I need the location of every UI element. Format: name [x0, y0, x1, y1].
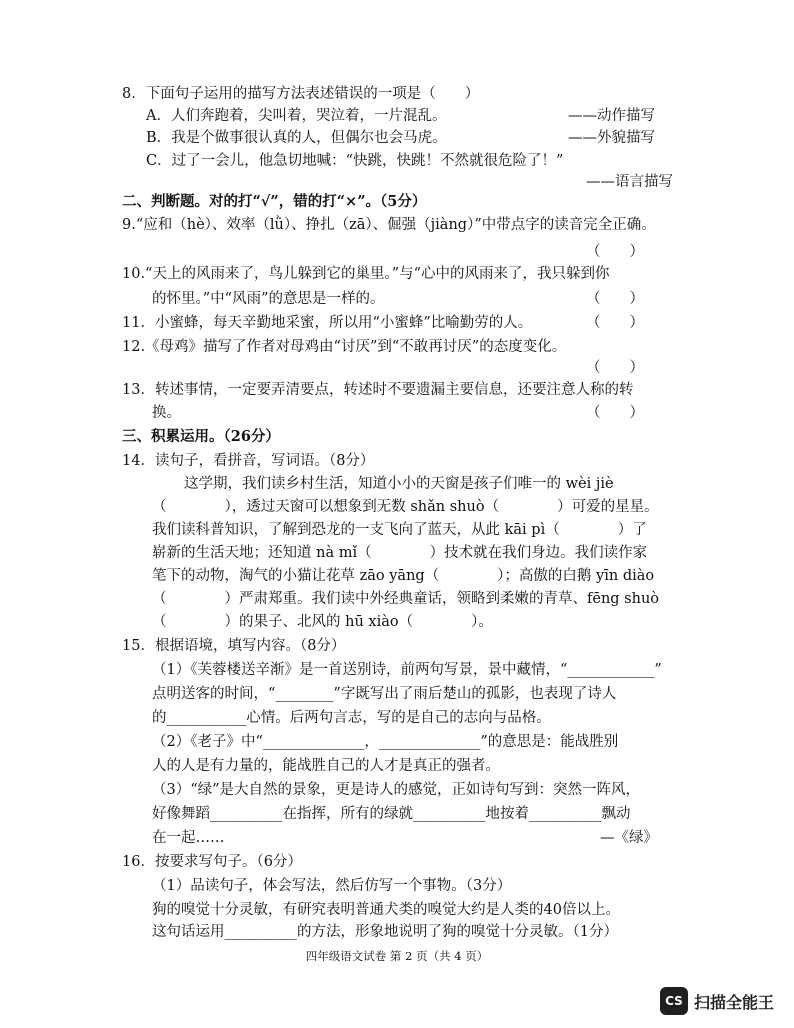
- q14-line2: （ ），透过天窗可以想象到无数 shǎn shuò（ ）可爱的星星。: [152, 499, 659, 515]
- q14-line4: 崭新的生活天地；还知道 nà mǐ（ ）技术就在我们身边。我们读作家: [152, 545, 648, 561]
- q15-1-line3: 的___________心情。后两句言志，写的是自己的志向与品格。: [152, 710, 551, 726]
- q13-line1: 13．转述事情，一定要弄清要点，转述时不要遗漏主要信息，还要注意人称的转: [122, 382, 634, 398]
- camscanner-logo-icon: CS: [660, 987, 688, 1015]
- q16-1-instruction: （1）品读句子，体会写法，然后仿写一个事物。（3分）: [152, 878, 512, 894]
- q8-option-a-tag: ——动作描写: [568, 108, 655, 124]
- q15-1-line2: 点明送客的时间，“________”字既写出了雨后楚山的孤影，也表现了诗人: [152, 686, 617, 702]
- q12-text: 12.《母鸡》描写了作者对母鸡由“讨厌”到“不敢再讨厌”的态度变化。: [122, 339, 567, 355]
- q9-text: 9.“应和（hè）、效率（lǜ）、挣扎（zā）、倔强（jiàng）”中带点字的读音完全正确。: [122, 217, 656, 233]
- q15-3-line1: （3）“绿”是大自然的景象，更是诗人的感觉，正如诗句写到：突然一阵风，: [152, 782, 641, 798]
- q10-line2: 的怀里。”中“风雨”的意思是一样的。: [152, 291, 385, 307]
- q16-fill-sentence: 这句话运用__________的方法，形象地说明了狗的嗅觉十分灵敏。（1分）: [152, 924, 618, 940]
- q16-example-sentence: 狗的嗅觉十分灵敏，有研究表明普通犬类的嗅觉大约是人类的40倍以上。: [152, 902, 620, 918]
- q15-3-source: —《绿》: [600, 830, 658, 846]
- q15-3-line2: 好像舞蹈__________在指挥，所有的绿就__________地按着__________飘动: [152, 806, 631, 822]
- section3-title: 三、积累运用。（26分）: [122, 428, 280, 445]
- q11-text: 11．小蜜蜂，每天辛勤地采蜜，所以用“小蜜蜂”比喻勤劳的人。: [122, 315, 533, 331]
- q10-line1: 10.“天上的风雨来了，鸟儿躲到它的巢里。”与“心中的风雨来了，我只躲到你: [122, 266, 610, 282]
- q9-answer-paren: （ ）: [586, 244, 644, 260]
- q8-option-c: C．过了一会儿，他急切地喊：“快跳，快跳！不然就很危险了！”: [146, 153, 564, 169]
- watermark-text: 扫描全能王: [693, 992, 774, 1012]
- q14-line6: （ ）严肃郑重。我们读中外经典童话，领略到柔嫩的青草、fēng shuò: [152, 591, 660, 607]
- q15-2-line1: （2）《老子》中“______________，______________”的意思是：能战胜别: [152, 734, 619, 750]
- q12-answer-paren: （ ）: [586, 360, 644, 376]
- q13-answer-paren: （ ）: [586, 405, 644, 421]
- q8-option-a: A．人们奔跑着，尖叫着，哭泣着，一片混乱。: [146, 108, 447, 124]
- q8-option-b-tag: ——外貌描写: [568, 130, 655, 146]
- q11-answer-paren: （ ）: [586, 315, 644, 331]
- q15-title: 15．根据语境，填写内容。（8分）: [122, 638, 346, 654]
- page-footer: 四年级语文试卷 第 2 页（共 4 页）: [305, 949, 489, 963]
- q15-1-line1: （1）《芙蓉楼送辛渐》是一首送别诗，前两句写景，景中藏情，“____________”: [152, 662, 662, 678]
- q14-line1: 这学期，我们读乡村生活，知道小小的天窗是孩子们唯一的 wèi jiè: [184, 476, 614, 492]
- q8-option-c-tag: ——语言描写: [586, 174, 673, 190]
- q14-title: 14．读句子，看拼音，写词语。（8分）: [122, 453, 375, 469]
- q14-line3: 我们读科普知识，了解到恐龙的一支飞向了蓝天，从此 kāi pì（ ）了: [152, 522, 647, 538]
- q16-title: 16．按要求写句子。（6分）: [122, 854, 302, 870]
- scanner-watermark: [660, 986, 774, 1016]
- q10-answer-paren: （ ）: [586, 291, 644, 307]
- q14-line7: （ ）的果子、北风的 hū xiào（ ）。: [152, 614, 493, 630]
- q15-2-line2: 人的人是有力量的，能战胜自己的人才是真正的强者。: [152, 758, 500, 774]
- q13-line2: 换。: [152, 405, 181, 421]
- q8-option-b: B．我是个做事很认真的人，但偶尔也会马虎。: [146, 130, 447, 146]
- q15-3-line3: 在一起……: [152, 830, 225, 846]
- q14-line5: 笔下的动物，淘气的小猫让花草 zāo yāng（ ）；高傲的白鹅 yīn diào: [152, 568, 655, 584]
- section2-title: 二、判断题。对的打“√”，错的打“×”。（5分）: [122, 193, 427, 210]
- q8-stem: 8．下面句子运用的描写方法表述错误的一项是（ ）: [122, 86, 480, 102]
